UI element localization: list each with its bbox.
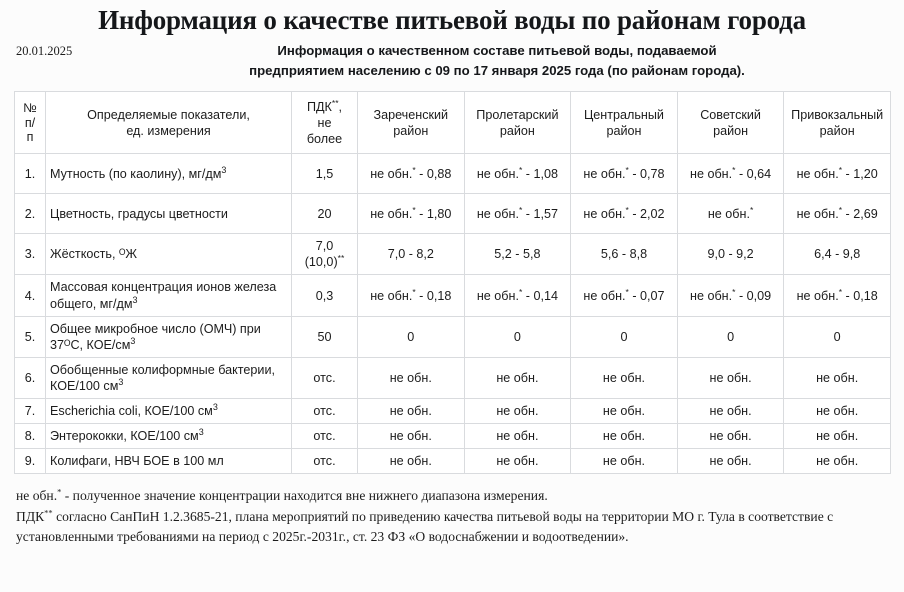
cell-value-range: - 2,69 [842,206,878,221]
cell-superscript: * [749,204,754,215]
cell-value-range: - 0,09 [735,288,772,303]
column-header-district-0 [358,92,465,154]
header-pdk-label: ПДК [306,99,332,114]
row-number: 8. [15,424,46,449]
cell-value: не обн. [796,288,839,303]
document-meta [0,41,904,89]
cell-value: не обн. [370,288,413,303]
cell-value: 5,2 - 5,8 [494,247,541,262]
table-row [15,424,891,449]
indicator-text: Жёсткость, ᴼЖ [50,247,138,262]
row-number: 1. [15,154,46,194]
cell-district-4 [784,449,891,474]
cell-superscript: * [625,286,629,297]
cell-value-range: - 0,18 [415,288,452,303]
row-pdk [292,234,358,275]
indicator-superscript: 3 [198,427,204,438]
cell-superscript: * [412,164,416,175]
cell-value: 9,0 - 9,2 [707,247,754,262]
cell-district-2 [571,357,678,398]
district-word-3: район [713,123,749,138]
cell-value: 0 [727,329,735,344]
footnote-1-superscript: * [57,486,62,497]
cell-district-1 [464,154,571,194]
pdk-value: отс. [313,454,336,469]
cell-district-2 [571,449,678,474]
cell-value: 7,0 - 8,2 [387,247,434,262]
cell-district-2 [571,316,678,357]
header-indicator-line2: ед. измерения [126,123,211,138]
cell-district-3 [677,275,784,316]
header-pdk-comma: , [338,99,343,114]
cell-value-range: - 0,14 [522,288,558,303]
cell-value: не обн. [476,288,519,303]
cell-district-3 [677,449,784,474]
pdk-value: отс. [313,404,336,419]
cell-district-0 [358,154,465,194]
table-row [15,234,891,275]
header-pdk-line2: не [317,115,332,130]
cell-district-1 [464,357,571,398]
cell-district-4 [784,154,891,194]
row-number: 9. [15,449,46,474]
row-number: 7. [15,399,46,424]
cell-value: не обн. [389,404,432,419]
table-row [15,154,891,194]
cell-value: не обн. [496,370,539,385]
indicator-text: Общее микробное число (ОМЧ) при 37ᴼС, КОЕ/см [50,321,261,352]
cell-district-4 [784,424,891,449]
cell-district-3 [677,194,784,234]
cell-value: 0 [513,329,521,344]
header-pdk-line3: более [306,131,343,146]
indicator-text: Цветность, градусы цветности [50,206,228,221]
cell-district-0 [358,424,465,449]
cell-value: не обн. [583,206,626,221]
district-name-4: Привокзальный [791,107,884,122]
indicator-superscript: 3 [130,335,136,346]
cell-value: не обн. [709,370,752,385]
cell-value: не обн. [370,206,413,221]
footnotes [0,474,904,547]
cell-value: не обн. [709,404,752,419]
row-indicator [46,275,292,316]
indicator-superscript: 3 [221,164,227,175]
row-indicator [46,154,292,194]
row-pdk [292,357,358,398]
cell-district-1 [464,399,571,424]
district-name-3: Советский [700,107,761,122]
cell-value: не обн. [583,166,626,181]
cell-value: не обн. [816,370,859,385]
column-header-pdk [292,92,358,154]
cell-value: не обн. [602,429,646,444]
cell-value: не обн. [496,404,539,419]
cell-superscript: * [732,286,736,297]
footnote-2 [16,507,888,547]
cell-value: не обн. [496,454,539,469]
row-number: 4. [15,275,46,316]
indicator-superscript: 3 [212,401,218,412]
district-word-1: район [499,123,535,138]
cell-value: 5,6 - 8,8 [600,247,648,262]
cell-value: не обн. [707,206,750,221]
cell-value: не обн. [796,166,839,181]
cell-superscript: * [838,204,843,215]
cell-value: не обн. [602,454,646,469]
cell-superscript: * [412,286,416,297]
cell-district-1 [464,275,571,316]
row-number: 3. [15,234,46,275]
cell-district-0 [358,357,465,398]
pdk-value-secondary: (10,0) [304,255,338,270]
footnote-1-body: - полученное значение концентрации находится вне нижнего диапазона измерения. [61,488,548,504]
cell-district-0 [358,194,465,234]
water-quality-table-container [0,91,904,474]
footnote-2-superscript: ** [44,507,53,518]
cell-value: не обн. [796,206,839,221]
cell-superscript: * [732,164,736,175]
cell-district-0 [358,234,465,275]
cell-district-1 [464,316,571,357]
cell-value: не обн. [816,429,859,444]
cell-district-3 [677,234,784,275]
footnote-1 [16,486,888,506]
row-indicator [46,449,292,474]
row-number: 2. [15,194,46,234]
pdk-value: 20 [317,206,332,221]
table-row [15,275,891,316]
cell-district-4 [784,399,891,424]
indicator-text: Колифаги, НВЧ БОЕ в 100 мл [50,454,224,469]
row-indicator [46,357,292,398]
cell-value: не обн. [389,429,432,444]
row-pdk [292,399,358,424]
page-title: Информация о качестве питьевой воды по районам города [98,5,806,35]
cell-district-0 [358,316,465,357]
column-header-indicator [46,92,292,154]
district-name-2: Центральный [583,107,664,122]
cell-value: не обн. [602,370,646,385]
row-pdk [292,424,358,449]
cell-value: не обн. [370,166,413,181]
row-pdk [292,194,358,234]
column-header-district-4 [784,92,891,154]
cell-value: не обн. [583,288,626,303]
table-header [15,92,891,154]
cell-value: не обн. [389,454,432,469]
cell-district-0 [358,275,465,316]
pdk-value: 7,0 [315,239,334,254]
cell-superscript: * [518,204,523,215]
row-indicator [46,234,292,275]
cell-value-range: - 1,20 [842,166,878,181]
district-word-4: район [819,123,855,138]
cell-value: 6,4 - 9,8 [814,247,861,262]
subtitle-line-1: Информация о качественном составе питьевой воды, подаваемой [277,43,717,59]
indicator-text: Мутность (по каолину), мг/дм [50,166,222,181]
cell-value-range: - 1,80 [415,206,452,221]
cell-district-2 [571,194,678,234]
footnote-2-lead: ПДК [16,509,45,525]
cell-value-range: - 1,08 [522,166,558,181]
table-row [15,399,891,424]
cell-superscript: * [625,204,629,215]
cell-district-2 [571,154,678,194]
cell-value-range: - 2,02 [628,206,665,221]
cell-district-4 [784,316,891,357]
subtitle-line-2: предприятием населению с 09 по 17 января 2025 года (по районам города). [249,63,745,79]
row-indicator [46,194,292,234]
cell-district-2 [571,275,678,316]
cell-value: не обн. [496,429,539,444]
cell-district-3 [677,154,784,194]
row-indicator [46,399,292,424]
column-header-district-1 [464,92,571,154]
table-body [15,154,891,474]
cell-value-range: - 1,57 [522,206,558,221]
cell-value-range: - 0,18 [842,288,878,303]
column-header-district-3 [677,92,784,154]
cell-value: не обн. [476,206,519,221]
cell-district-1 [464,234,571,275]
header-number-line3: п [26,129,34,144]
cell-value: не обн. [690,166,733,181]
cell-district-4 [784,234,891,275]
footnote-1-lead: не обн. [16,488,58,504]
cell-superscript: * [518,286,523,297]
indicator-superscript: 3 [118,376,124,387]
pdk-value: 50 [317,329,332,344]
header-number-line2: п/ [24,115,36,130]
cell-value: не обн. [709,454,752,469]
cell-superscript: * [625,164,629,175]
row-number: 5. [15,316,46,357]
cell-value: не обн. [602,404,646,419]
row-indicator [46,424,292,449]
row-pdk [292,449,358,474]
cell-district-3 [677,357,784,398]
cell-value-range: - 0,64 [735,166,772,181]
cell-district-1 [464,449,571,474]
cell-value: не обн. [816,404,859,419]
cell-value-range: - 0,88 [415,166,452,181]
cell-district-3 [677,424,784,449]
header-number-line1: № [23,101,37,116]
cell-value: 0 [407,329,415,344]
indicator-text: Энтерококки, КОЕ/100 см [50,429,199,444]
row-pdk [292,316,358,357]
row-pdk [292,275,358,316]
cell-district-3 [677,399,784,424]
cell-district-0 [358,399,465,424]
cell-superscript: * [838,286,843,297]
table-row [15,449,891,474]
document-subtitle [150,41,844,81]
header-pdk-superscript: ** [331,97,339,108]
indicator-text: Escherichia coli, КОЕ/100 см [50,404,213,419]
district-name-0: Зареченский [373,107,449,122]
indicator-text: Массовая концентрация ионов железа общего, мг/дм [50,280,277,311]
indicator-superscript: 3 [132,294,138,305]
cell-district-2 [571,424,678,449]
cell-value: не обн. [389,370,432,385]
cell-district-4 [784,357,891,398]
pdk-value: отс. [313,370,336,385]
cell-superscript: * [518,164,523,175]
table-row [15,316,891,357]
cell-district-4 [784,194,891,234]
cell-district-1 [464,194,571,234]
pdk-value: 1,5 [315,166,334,181]
pdk-value: 0,3 [315,288,334,303]
cell-district-2 [571,234,678,275]
header-indicator-line1: Определяемые показатели, [87,107,250,122]
cell-value: 0 [833,329,841,344]
cell-value: 0 [620,329,628,344]
cell-district-3 [677,316,784,357]
document-date: 20.01.2025 [16,44,73,59]
cell-value: не обн. [709,429,752,444]
row-pdk [292,154,358,194]
cell-superscript: * [838,164,843,175]
cell-value: не обн. [816,454,859,469]
row-number: 6. [15,357,46,398]
indicator-text: Обобщенные колиформные бактерии, КОЕ/100 см [50,362,275,393]
pdk-value: отс. [313,429,336,444]
cell-value-range: - 0,07 [628,288,665,303]
row-indicator [46,316,292,357]
cell-district-0 [358,449,465,474]
cell-superscript: * [412,204,416,215]
table-row [15,357,891,398]
water-quality-table [14,91,891,474]
cell-district-2 [571,399,678,424]
pdk-superscript: ** [337,253,345,264]
cell-value-range: - 0,78 [628,166,665,181]
district-word-2: район [606,123,642,138]
cell-district-4 [784,275,891,316]
cell-value: не обн. [476,166,519,181]
cell-district-1 [464,424,571,449]
column-header-district-2 [571,92,678,154]
table-row [15,194,891,234]
cell-value: не обн. [690,288,733,303]
table-header-row [15,92,891,154]
footnote-2-body: согласно СанПиН 1.2.3685-21, плана мероприятий по приведению качества питьевой воды на территории МО г. Тула в соответствие с установленными требованиями на период с 2025г.-2031г., ст. 23 ФЗ «О водоснабжении и водоотведении». [16,509,834,545]
column-header-number [15,92,46,154]
district-word-0: район [393,123,429,138]
district-name-1: Пролетарский [476,107,559,122]
